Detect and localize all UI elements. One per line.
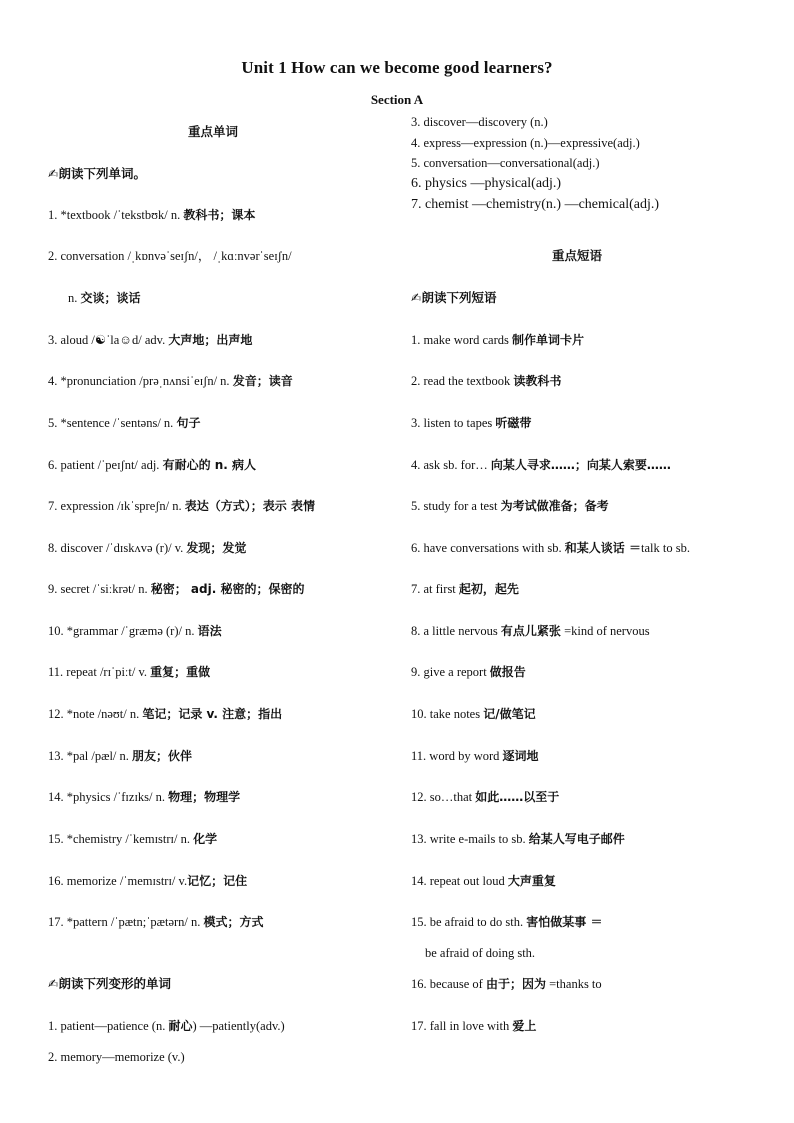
- phrase-item: 4. ask sb. for… 向某人寻求……；向某人索要……: [411, 458, 671, 472]
- variant-item: 2. memory—memorize (v.): [48, 1050, 185, 1064]
- word-item: 16. memorize /ˈmemɪstrɪ/ v.记忆；记住: [48, 874, 248, 888]
- phrase-item: 11. word by word 逐词地: [411, 749, 539, 763]
- phrase-item: 12. so…that 如此……以至于: [411, 790, 560, 804]
- heading-key-phrases: 重点短语: [552, 248, 603, 263]
- phrase-item: 10. take notes 记/做笔记: [411, 707, 536, 721]
- word-item: 12. *note /nəʊt/ n. 笔记；记录 v. 注意；指出: [48, 707, 283, 721]
- phrase-item: 9. give a report 做报告: [411, 665, 526, 679]
- word-item: 17. *pattern /ˈpætn;ˈpætərn/ n. 模式；方式: [48, 915, 264, 929]
- phrase-item: 16. because of 由于；因为 =thanks to: [411, 977, 602, 991]
- word-item: 14. *physics /ˈfɪzɪks/ n. 物理；物理学: [48, 790, 241, 804]
- variant-item: 6. physics —physical(adj.): [411, 176, 562, 191]
- read-phrases-instruction: ✍朗读下列短语: [411, 290, 497, 305]
- word-item: 6. patient /ˈpeɪʃnt/ adj. 有耐心的 n. 病人: [48, 458, 257, 472]
- phrase-item: be afraid of doing sth.: [425, 946, 536, 960]
- word-item: 1. *textbook /ˈtekstbʊk/ n. 教科书；课本: [48, 208, 256, 222]
- phrase-item: 17. fall in love with 爱上: [411, 1019, 537, 1033]
- phrase-item: 8. a little nervous 有点儿紧张 =kind of nervous: [411, 624, 650, 638]
- variant-item: 4. express—expression (n.)—expressive(adj.): [411, 136, 640, 150]
- document-title: Unit 1 How can we become good learners?: [241, 58, 553, 77]
- word-item: 5. *sentence /ˈsentəns/ n. 句子: [48, 416, 201, 430]
- word-item: 13. *pal /pæl/ n. 朋友；伙伴: [48, 749, 193, 763]
- word-item: n. 交谈；谈话: [68, 291, 141, 305]
- read-variants-instruction: ✍朗读下列变形的单词: [48, 976, 171, 991]
- section-title: Section A: [370, 92, 424, 107]
- variant-item: 3. discover—discovery (n.): [411, 115, 548, 129]
- phrase-item: 13. write e-mails to sb. 给某人写电子邮件: [411, 832, 625, 846]
- phrase-item: 7. at first 起初，起先: [411, 582, 519, 596]
- word-item: 10. *grammar /ˈgræmə (r)/ n. 语法: [48, 624, 222, 638]
- word-item: 9. secret /ˈsiːkrət/ n. 秘密； adj. 秘密的；保密的: [48, 582, 305, 596]
- variant-item: 7. chemist —chemistry(n.) —chemical(adj.): [411, 197, 660, 212]
- phrase-item: 5. study for a test 为考试做准备；备考: [411, 499, 609, 513]
- read-words-instruction: ✍朗读下列单词。: [48, 166, 146, 181]
- phrase-item: 2. read the textbook 读教科书: [411, 374, 562, 388]
- heading-key-words: 重点单词: [188, 124, 239, 139]
- word-item: 15. *chemistry /ˈkemɪstrɪ/ n. 化学: [48, 832, 218, 846]
- word-item: 2. conversation /ˌkɒnvəˈseɪʃn/， /ˌkɑːnvərˈseɪʃn/: [48, 249, 292, 263]
- word-item: 7. expression /ɪkˈspreʃn/ n. 表达（方式）；表示 表情: [48, 499, 315, 513]
- word-item: 11. repeat /rɪˈpiːt/ v. 重复；重做: [48, 665, 211, 679]
- word-item: 3. aloud /☯ˈla☺d/ adv. 大声地；出声地: [48, 333, 253, 347]
- variant-item: 1. patient—patience (n. 耐心) —patiently(adv.): [48, 1019, 285, 1033]
- variant-item: 5. conversation—conversational(adj.): [411, 156, 600, 170]
- phrase-item: 3. listen to tapes 听磁带: [411, 416, 532, 430]
- phrase-item: 6. have conversations with sb. 和某人谈话 ＝talk to sb.: [411, 541, 690, 555]
- word-item: 8. discover /ˈdɪskʌvə (r)/ v. 发现；发觉: [48, 541, 247, 555]
- phrase-item: 1. make word cards 制作单词卡片: [411, 333, 585, 347]
- phrase-item: 14. repeat out loud 大声重复: [411, 874, 556, 888]
- word-item: 4. *pronunciation /prəˌnʌnsiˈeɪʃn/ n. 发音；读音: [48, 374, 293, 388]
- phrase-item: 15. be afraid to do sth. 害怕做某事 ＝: [411, 915, 603, 929]
